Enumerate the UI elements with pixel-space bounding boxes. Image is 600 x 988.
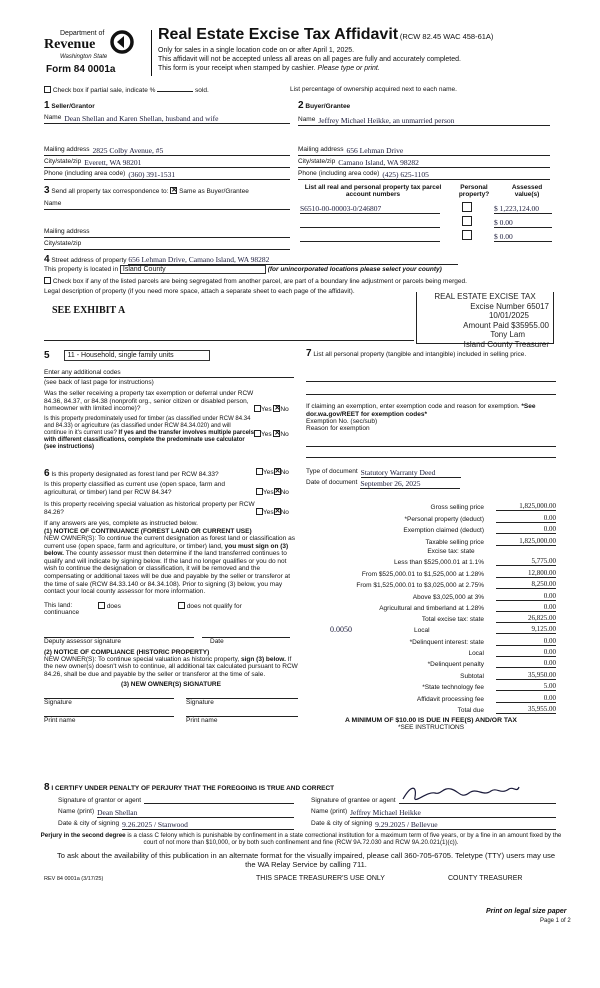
subtitle-3: This form is your receipt when stamped by cashier. Please type or print. (158, 65, 380, 72)
tax-row (306, 592, 556, 601)
local-tax-value[interactable]: 9,125.00 (496, 625, 556, 634)
doc-date-field[interactable]: September 26, 2025 (360, 479, 460, 489)
forest-yes-checkbox[interactable] (256, 468, 263, 475)
land-use-select[interactable]: 11 - Household, single family units (64, 350, 210, 361)
legal-description-label: Legal description of property (if you need more space, attach a separate sheet to each page of the affidavit). (44, 288, 355, 295)
land-does-not-checkbox[interactable] (178, 602, 185, 609)
seller-phone-field[interactable]: Phone (including area code) (360) 391-1531 (44, 170, 290, 180)
state-label: Washington State (60, 54, 108, 60)
grantor-signature[interactable] (144, 797, 294, 804)
tax-row-label: From $1,525,000.01 to $3,025,000 at 2.75% (356, 582, 484, 590)
seller-section: 1 Seller/Grantor Name Dean Shellan and Karen Shellan, husband and wife Mailing address 2825 Colby Avenue, #5 City/state/zip Everett, WA 98201 Phone (including area code) (360) 391-1531 (44, 100, 290, 180)
minimum-notice: A MINIMUM OF $10.00 IS DUE IN FEE(S) AND/OR TAX (345, 717, 517, 725)
page-number: Page 1 of 2 (540, 918, 571, 924)
title-text: Real Estate Excise Tax Affidavit (158, 26, 399, 43)
tax-row (306, 548, 556, 555)
tax-row (306, 648, 556, 657)
revenue-label: Revenue (44, 37, 96, 52)
tax-row-value[interactable]: 5.00 (496, 682, 556, 691)
revision: REV 84 0001a (3/17/25) (44, 876, 104, 882)
tax-row-value[interactable]: 0.00 (496, 525, 556, 534)
current-use-yes-checkbox[interactable] (256, 488, 263, 495)
tax-row-label: *State technology fee (422, 684, 484, 692)
grantee-signature-scribble (401, 783, 521, 805)
doc-type-field[interactable]: Statutory Warranty Deed (361, 468, 461, 478)
buyer-section: 2 Buyer/Grantee Name Jeffrey Michael Heikke, an unmarried person Mailing address 656 Lehman Drive City/state/zip Camano Island, WA 98282 Phone (including area code) (425) 625-1105 (298, 100, 550, 180)
corr-city-field[interactable]: City/state/zip (44, 240, 290, 250)
tax-row-value[interactable]: 0.00 (496, 659, 556, 668)
street-address: 4 Street address of property 656 Lehman Drive, Camano Island, WA 98282 (44, 254, 554, 265)
accessibility-notice: To ask about the availability of this publication in an alternate format for the visually impaired, please call 360-705-6705. Teletype (TTY) users may use the WA Relay Service by calling 711. (56, 851, 556, 869)
tax-row (306, 580, 556, 589)
rcw-text: (RCW 82.45 WAC 458-61A) (399, 32, 494, 41)
tax-row (306, 569, 556, 578)
county-select[interactable]: Island County (120, 265, 266, 274)
street-address-field[interactable]: 656 Lehman Drive, Camano Island, WA 98282 (128, 255, 458, 265)
tax-row-label: Agricultural and timberland at 1.28% (379, 604, 484, 612)
parcels-table (300, 184, 552, 242)
treasurer-use-label: THIS SPACE TREASURER'S USE ONLY (256, 875, 385, 882)
tax-row-value[interactable]: 1,825,000.00 (496, 537, 556, 546)
same-as-buyer-checkbox[interactable] (170, 187, 177, 194)
section-6: 6 Is this property designated as forest land per RCW 84.33? Yes✕ No Is this property classified as current use (open space, farm and agricultural, or timber) land per RCW 84.34? Yes✕ No Is this property receiving special valuation as historical property per RCW 84.26? Yes✕ No If any answers are yes, complete as instructed below. (1) NOTICE OF CONTINUANCE (FOREST LAND OR CURRENT USE) NEW OWNER(S): To continue the current designation as forest land or classification as current use (open space, farm and agriculture, or timber) land, you must sign on (3) below. The county assessor must then determine if the land transferred continues to qualify and will indicate by signing below. If the land no longer qualifies or you do not wish to continue the designation or classification, it will be removed and the compensating or additional taxes will be due and payable by the seller or transferor at the time of sale (RCW 84.33.140 or 84.34.108). Prior to signing (3) below, you may contact your local county assessor for more information. This land: continuance does does not qualify for Deputy assessor signature Date (2) NOTICE OF COMPLIANCE (HISTORIC PROPERTY) NEW OWNER(S): To continue special valuation as historic property, sign (3) below. If the new owner(s) doesn't wish to continue, all additional tax calculated pursuant to RCW 84.26, shall be due and payable by the seller or transferor at the time of sale. (3) NEW OWNER(S) SIGNATURE Signature Signature Print name Print name (44, 468, 298, 724)
tax-row-label: Total excise tax: state (421, 616, 484, 624)
q2-yes-checkbox[interactable] (254, 430, 261, 437)
corr-name-field[interactable]: Name (44, 200, 290, 210)
personal-property-checkbox[interactable] (462, 216, 472, 226)
partial-sale-checkbox[interactable] (44, 86, 51, 93)
tax-row-value[interactable]: 1,825,000.00 (496, 502, 556, 511)
tax-row-value[interactable]: 5,775.00 (496, 557, 556, 566)
header-divider (151, 30, 152, 76)
tax-row-label: Excise tax: state (427, 547, 475, 555)
tax-row-value[interactable]: 12,800.00 (496, 569, 556, 578)
tax-row-label: Exemption claimed (deduct) (403, 527, 484, 535)
grantee-date-city[interactable]: 9.29.2025 / Bellevue (375, 820, 556, 830)
subtitle-2: This affidavit will not be accepted unless all areas on all pages are fully and accurately completed. (158, 56, 461, 63)
buyer-mail-field[interactable]: Mailing address 656 Lehman Drive (298, 146, 550, 156)
personal-property-line-2[interactable] (306, 394, 556, 395)
reason-line-2[interactable] (306, 457, 556, 458)
buyer-city-field[interactable]: City/state/zip Camano Island, WA 98282 (298, 158, 550, 168)
tax-row-label: Gross selling price (430, 504, 484, 512)
grantee-signature[interactable] (399, 797, 556, 804)
section-7: 7 List all personal property (tangible and intangible) included in selling price. If claiming an exemption, enter exemption code and reason for exemption. *See dor.wa.gov/REET for exemption codes* Exemption No. (sec/sub) Reason for exemption Type of document Statutory Warranty Deed Date of document September 26, 2025 (306, 350, 556, 489)
county-treasurer-label: COUNTY TREASURER (448, 875, 523, 882)
land-does-checkbox[interactable] (98, 602, 105, 609)
local-rate: 0.0050 (330, 625, 352, 635)
grantor-print-name[interactable]: Dean Shellan (97, 808, 294, 818)
form-title (158, 26, 493, 44)
reason-line-1[interactable] (306, 446, 556, 447)
seller-city-field[interactable]: City/state/zip Everett, WA 98201 (44, 158, 290, 168)
tax-row (306, 637, 556, 646)
tax-row-value[interactable]: 0.00 (496, 694, 556, 703)
partial-sale: Check box if partial sale, indicate % sold. (44, 86, 209, 94)
tax-row-label: Less than $525,000.01 at 1.1% (394, 559, 484, 567)
treasurer-stamp: REAL ESTATE EXCISE TAX Excise Number 65017 10/01/2025 Amount Paid $35955.00 Tony Lam Island County Treasurer (416, 292, 554, 344)
logo (42, 28, 142, 78)
tax-row-value[interactable]: 35,950.00 (496, 671, 556, 680)
q1-no-checkbox[interactable] (273, 405, 280, 412)
tax-row (306, 694, 556, 703)
assessed-value-field[interactable]: $ 0.00 (494, 218, 552, 228)
parcel-number-field[interactable] (300, 218, 440, 228)
tax-row (306, 502, 556, 511)
tax-row-label: *Delinquent penalty (427, 661, 484, 669)
list-percentage-note: List percentage of ownership acquired next to each name. (290, 86, 457, 93)
county-row: This property is located in Island County (for unincorporated locations please select your county) (44, 266, 442, 273)
personal-property-checkbox[interactable] (462, 202, 472, 212)
parcel-number-field[interactable] (300, 232, 440, 242)
tax-row-value[interactable]: 26,825.00 (496, 614, 556, 623)
legal-size-note: Print on legal size paper (486, 908, 567, 915)
form-number: Form 84 0001a (46, 64, 116, 75)
parcel-row (300, 216, 552, 228)
current-use-no-checkbox[interactable] (274, 488, 281, 495)
tax-row (306, 525, 556, 534)
tax-row (306, 514, 556, 523)
parcel-header: List all real and personal property tax parcel account numbers (304, 184, 442, 198)
grantor-date-city[interactable]: 9.26.2025 / Stanwood (122, 820, 294, 830)
historic-yes-checkbox[interactable] (256, 508, 263, 515)
segregated-row: Check box if any of the listed parcels are being segregated from another parcel, are part of a boundary line adjustment or parcels being merged. (44, 277, 559, 285)
assessed-value-field[interactable]: $ 1,223,124.00 (494, 204, 552, 214)
assessed-value-field[interactable]: $ 0.00 (494, 232, 552, 242)
tax-row-label: Local (468, 650, 484, 658)
tax-row-label: *Personal property (deduct) (404, 515, 484, 523)
personal-header: Personal property? (458, 184, 490, 198)
tax-row (306, 614, 556, 623)
tax-calculation: Gross selling price 1,825,000.00 *Personal property (deduct) 0.00 Exemption claimed (deduct) 0.00 Taxable selling price 1,825,000.00 Excise tax: state Less than $525,000.01 at 1.1% 5,775.00 From $525,000.01 to $1,525,000 at 1.28% 12,800.00 From $1,525,000.01 to $3,025,000 at 2.75% 8,250.00 Above $3,025,000 at 3% 0.00 Agricultural and timberland at 1.28% 0.00 Total excise tax: state 26,825.00 0.0050 Local 9,125.00 *Delinquent interest: state 0.00 Local 0.00 *Delinquent penalty 0.00 Subtotal 35,950.00 *State technology fee 5.00 Affidavit processing fee 0.00 Total due 35,955.00 A MINIMUM OF $10.00 IS DUE IN FEE(S) AND/OR TAX *SEE INSTRUCTIONS (306, 500, 556, 731)
tax-row-label: Subtotal (460, 672, 484, 680)
tax-row-value[interactable]: 0.00 (496, 514, 556, 523)
tax-row (306, 603, 556, 612)
assessed-header: Assessed value(s) (511, 184, 543, 198)
section-5: 5 11 - Household, single family units Enter any additional codes (see back of last page for instructions) Was the seller receiving a property tax exemption or deferral under RCW 84.36, 84.37, or 84.38 (nonprofit org., senior citizen or disabled person, homeowner with limited income)? Yes ✕ No Is this property predominately used for timber (as classified under RCW 84.34 and 84.33) or agriculture (as classified under RCW 84.34.020) and will continue in it's current use? If yes and the transfer involves multiple parcels with different classifications, complete the predominate use calculator (see instructions) Yes ✕ No (44, 350, 294, 451)
seller-mail-field[interactable]: Mailing address 2825 Colby Avenue, #5 (44, 146, 290, 156)
tax-row (306, 537, 556, 546)
revenue-logo-icon (110, 30, 134, 54)
tax-row-label: Affidavit processing fee (416, 695, 484, 703)
segregated-checkbox[interactable] (44, 277, 51, 284)
tax-row (306, 705, 556, 714)
tax-row-label: *Delinquent interest: state (409, 638, 484, 646)
forest-no-checkbox[interactable] (274, 468, 281, 475)
tax-row-value[interactable]: 8,250.00 (496, 580, 556, 589)
tax-row (306, 671, 556, 680)
tax-row (306, 659, 556, 668)
q1-yes-checkbox[interactable] (254, 405, 261, 412)
tax-row-label: Above $3,025,000 at 3% (412, 593, 484, 601)
personal-property-line-1[interactable] (306, 381, 556, 382)
tax-row-value[interactable]: 0.00 (496, 603, 556, 612)
see-instructions: *SEE INSTRUCTIONS (397, 724, 465, 732)
correspondence-section: 3 Send all property tax correspondence to: ✕ Same as Buyer/Grantee Name Mailing address City/state/zip (44, 185, 290, 250)
buyer-phone-field[interactable]: Phone (including area code) (425) 625-1105 (298, 170, 550, 180)
tax-row (306, 557, 556, 566)
dept-label: Department of (60, 30, 105, 37)
parcel-row (300, 202, 552, 214)
q2-no-checkbox[interactable] (273, 430, 280, 437)
tax-row-label: From $525,000.01 to $1,525,000 at 1.28% (361, 570, 484, 578)
personal-property-checkbox[interactable] (462, 230, 472, 240)
buyer-name-field[interactable]: Name Jeffrey Michael Heikke, an unmarried person (298, 116, 550, 126)
subtitle-1: Only for sales in a single location code on or after April 1, 2025. (158, 47, 355, 54)
parcel-row (300, 230, 552, 242)
tax-row-label: Taxable selling price (425, 538, 484, 546)
exhibit-text: SEE EXHIBIT A (52, 305, 126, 316)
historic-no-checkbox[interactable] (274, 508, 281, 515)
section-8: 8 I CERTIFY UNDER PENALTY OF PERJURY THAT THE FOREGOING IS TRUE AND CORRECT Signature of grantor or agent Name (print) Dean Shellan Date & city of signing 9.26.2025 / Stanwood Signature of grantee or agent Name (print) Jeffrey Michael Heikke Date & city of signing 9.29.2025 / Bellevue (44, 782, 556, 830)
tax-row-value[interactable]: 0.00 (496, 648, 556, 657)
tax-row-label: Total due (457, 707, 484, 715)
tax-row (306, 682, 556, 691)
perjury-notice: Perjury in the second degree is a class C felony which is punishable by confinement in a state correctional institution for a maximum term of five years, or by a fine in an amount fixed by the court of not more than $10,000, or by both such confinement and fine (RCW 9A.72.030 and RCW 9A.20.021(1)(c)). (40, 832, 562, 846)
tax-row-value[interactable]: 0.00 (496, 592, 556, 601)
corr-mail-field[interactable]: Mailing address (44, 228, 290, 238)
grantee-print-name[interactable]: Jeffrey Michael Heikke (350, 808, 556, 818)
additional-codes-field[interactable]: Enter any additional codes (44, 369, 294, 378)
seller-name-field[interactable]: Name Dean Shellan and Karen Shellan, husband and wife (44, 114, 290, 124)
parcel-number-field[interactable]: S6510-00-00003-0/246807 (300, 204, 440, 214)
tax-row-value[interactable]: 0.00 (496, 637, 556, 646)
tax-row-value[interactable]: 35,955.00 (496, 705, 556, 714)
